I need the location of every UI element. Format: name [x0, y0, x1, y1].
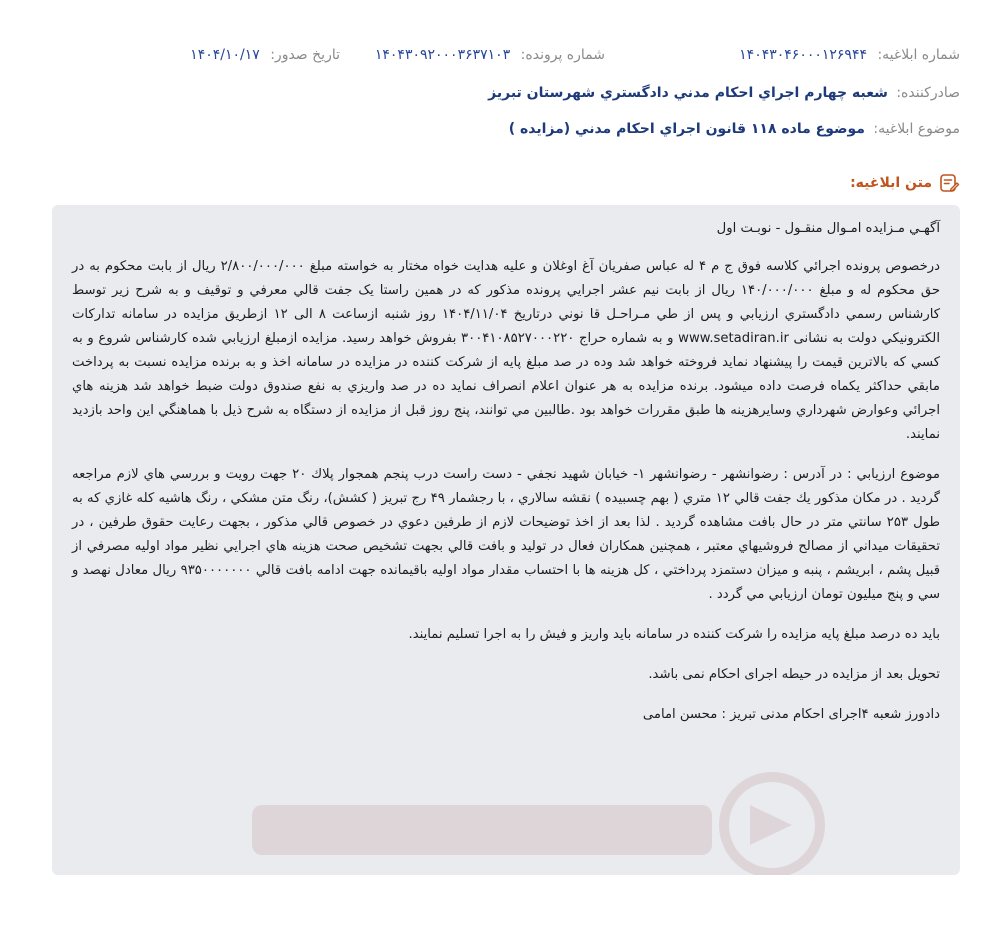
issue-date-value: ۱۴۰۴/۱۰/۱۷	[190, 47, 260, 63]
watermark-logo	[232, 765, 832, 875]
case-number-field	[375, 47, 605, 63]
issuer-label: صادرکننده:	[896, 85, 960, 101]
issue-date-field	[190, 47, 340, 63]
announcement-paragraph-4: تحویل بعد از مزایده در حیطه اجرای احکام نمی باشد.	[648, 667, 940, 682]
announcement-paragraph-3: باید ده درصد مبلغ پایه مزایده را شرکت کننده در سامانه باید واریز و فیش را به اجرا تسلیم نمایند.	[408, 627, 940, 642]
header-meta	[40, 47, 960, 69]
notification-number-label: شماره ابلاغيه:	[877, 47, 960, 63]
case-number-label: شماره پرونده:	[520, 47, 605, 63]
announcement-title: آگهـي مـزايده امـوال منقـول - نوبـت اول	[716, 221, 940, 236]
notification-text-heading	[850, 170, 960, 196]
issue-date-label: تاريخ صدور:	[270, 47, 340, 63]
subject-row	[509, 121, 960, 137]
case-number-value: ۱۴۰۴۳۰۹۲۰۰۰۳۶۳۷۱۰۳	[374, 47, 511, 63]
subject-label: موضوع ابلاغيه:	[873, 121, 960, 137]
notification-number-value: ۱۴۰۴۳۰۴۶۰۰۰۱۲۶۹۴۴	[739, 47, 867, 63]
announcement-signature: دادورز شعبه ۴اجرای احکام مدنی تبریز : محسن امامی	[642, 707, 940, 722]
notification-number-field	[739, 47, 960, 63]
notification-text-title: متن ابلاغيه:	[850, 175, 932, 191]
announcement-paragraph-2: موضوع ارزيابي : در آدرس : رضوانشهر - رضوانشهر ۱- خيابان شهيد نجفي - دست راست درب پنجم همجوار پلاك ۲۰ جهت رويت و بررسي هاي لازم مراجعه گرديد . در مكان مذكور يك جفت قالي ۱۲ متري ( بهم چسبيده ) نقشه سالاري ، با رجشمار ۴۹ رج تبريز ( كشش)، رنگ متن مشكي ، رنگ هاشيه كله غازي كه به طول ۲۵۳ سانتي متر در حال بافت مشاهده گرديد . لذا بعد از اخذ توضيحات لازم از طرفين دعوي در خصوص قالي مذكور ، بجهت رعايت حقوق طرفين ، در تحقيقات ميداني از مصالح فروشيهاي معتبر ، همچنين همكاران فعال در توليد و بافت قالي بجهت تشخيص صحت هزينه هاي اجرايي نظير مواد اوليه مصرفي از قبيل پشم ، ابريشم ، پنبه و ميزان دستمزد پرداختي ، كل هزينه ها با احتساب مقدار مواد اوليه باقيمانده جهت ادامه بافت قالي ۹۳۵۰۰۰۰۰۰۰ ريال معادل نهصد و سي و پنج ميليون تومان ارزيابي مي گردد .	[72, 467, 941, 602]
announcement-paragraph-1: درخصوص پرونده اجرائي كلاسه فوق ج م ۴ له عباس صفريان آغ اوغلان و عليه هدايت خواه مختار به خواسته مبلغ ۲/۸۰۰/۰۰۰/۰۰۰ ريال از بابت محكوم به در حق محكوم له و مبلغ ۱۴۰/۰۰۰/۰۰۰ ريال از بابت نيم عشر اجرايي پرونده مذكور که در همين راستا يک جفت قالي معرفي و توقيف و به شرح زير توسط كارشناس رسمي دادگستري ارزيابي و پس از طي مـراحـل قا نوني درتاريخ ۱۴۰۴/۱۱/۰۴ روز شنبه ازساعت ۸ الی ۱۲ ازطريق مزايده در سامانه تداركات الكترونيكي دولت به نشانی www.setadiran.ir و به شماره حراج ۳۰۰۴۱۰۸۵۲۷۰۰۰۲۲۰ بفروش خواهد رسيد. مزايده ازمبلغ ارزيابي شده كارشناس شروع و به كسي كه بالاترين قيمت را پيشنهاد نمايد فروخته خواهد شد وده در صد مبلغ پايه از شرکت کننده در مزايده در سامانه اخذ و به برنده مزايده نسبت به پرداخت مابقي حداكثر يكماه فرصت داده ميشود. برنده مزايده به هر عنوان اعلام انصراف نمايد ده در صد واريزي به نفع صندوق دولت ضبط خواهد شد هزينه هاي اجرائي وعوارض شهرداري وسايرهزينه ها طبق مقررات خواهد بود .طالبين مي توانند، پنج روز قبل از مزايده از دستگاه به شرح ذيل با هماهنگي اين واحد بازديد نمايند.	[72, 259, 941, 442]
issuer-value: شعبه چهارم اجراي احکام مدني دادگستري شهرستان تبريز	[488, 85, 888, 101]
notification-text-box	[52, 205, 960, 875]
subject-value: موضوع ماده ۱۱۸ قانون اجراي احکام مدني (مزايده )	[508, 121, 865, 137]
document-edit-icon	[938, 172, 960, 194]
issuer-row	[488, 85, 960, 101]
